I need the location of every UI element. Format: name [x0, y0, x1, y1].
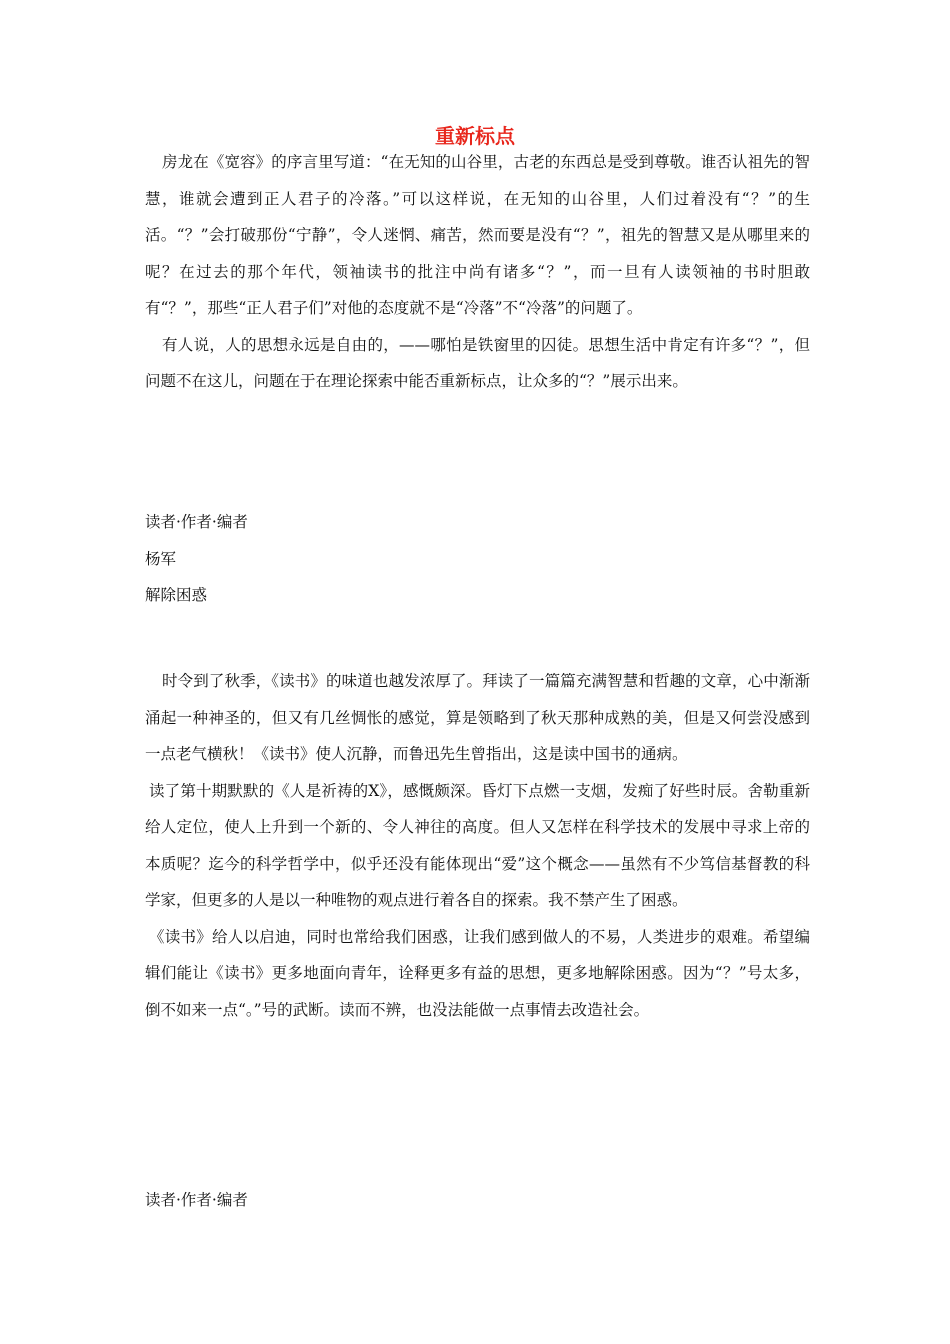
- paragraph: 有人说，人的思想永远是自由的，——哪怕是铁窗里的囚徒。思想生活中肯定有许多“？”，但问题不在这儿，问题在于在理论探索中能否重新标点，让众多的“？”展示出来。: [145, 335, 810, 390]
- section-label: 读者·作者·编者: [145, 1191, 248, 1209]
- paragraph: 读了第十期默默的《人是祈祷的X》，感慨颇深。昏灯下点燃一支烟，发痴了好些时辰。舍勒重新给人定位，使人上升到一个新的、令人神往的高度。但人又怎样在科学技术的发展中寻求上帝的本质呢？迄今的科学哲学中，似乎还没有能体现出“爱”这个概念——虽然有不少笃信基督教的科学家，但更多的人是以一种唯物的观点进行着各自的探索。我不禁产生了困惑。: [145, 781, 810, 909]
- paragraph: 时令到了秋季，《读书》的味道也越发浓厚了。拜读了一篇篇充满智慧和哲趣的文章，心中渐渐涌起一种神圣的，但又有几丝惆怅的感觉，算是领略到了秋天那种成熟的美，但是又何尝没感到一点老气横秋！《读书》使人沉静，而鲁迅先生曾指出，这是读中国书的通病。: [145, 672, 810, 763]
- article-title: 重新标点: [435, 124, 515, 148]
- article-body: [145, 144, 810, 400]
- paragraph: 《读书》给人以启迪，同时也常给我们困惑，让我们感到做人的不易，人类进步的艰难。希望编辑们能让《读书》更多地面向青年，诠释更多有益的思想，更多地解除困惑。因为“？”号太多，倒不如来一点“。”号的武断。读而不辨，也没法能做一点事情去改造社会。: [145, 927, 810, 1019]
- author-name: 杨军: [145, 550, 177, 568]
- article-heading: 解除困惑: [145, 586, 208, 604]
- paragraph: 房龙在《宽容》的序言里写道：“在无知的山谷里，古老的东西总是受到尊敬。谁否认祖先的智慧，谁就会遭到正人君子的冷落。”可以这样说，在无知的山谷里，人们过着没有“？”的生活。“？”会打破那份“宁静”，令人迷惘、痛苦，然而要是没有“？”，祖先的智慧又是从哪里来的呢？在过去的那个年代，领袖读书的批注中尚有诸多“？”，而一旦有人读领袖的书时胆敢有“？”，那些“正人君子们”对他的态度就不是“冷落”不“冷落”的问题了。: [145, 153, 810, 317]
- section-label: 读者·作者·编者: [145, 513, 248, 531]
- article-body: [145, 663, 810, 1028]
